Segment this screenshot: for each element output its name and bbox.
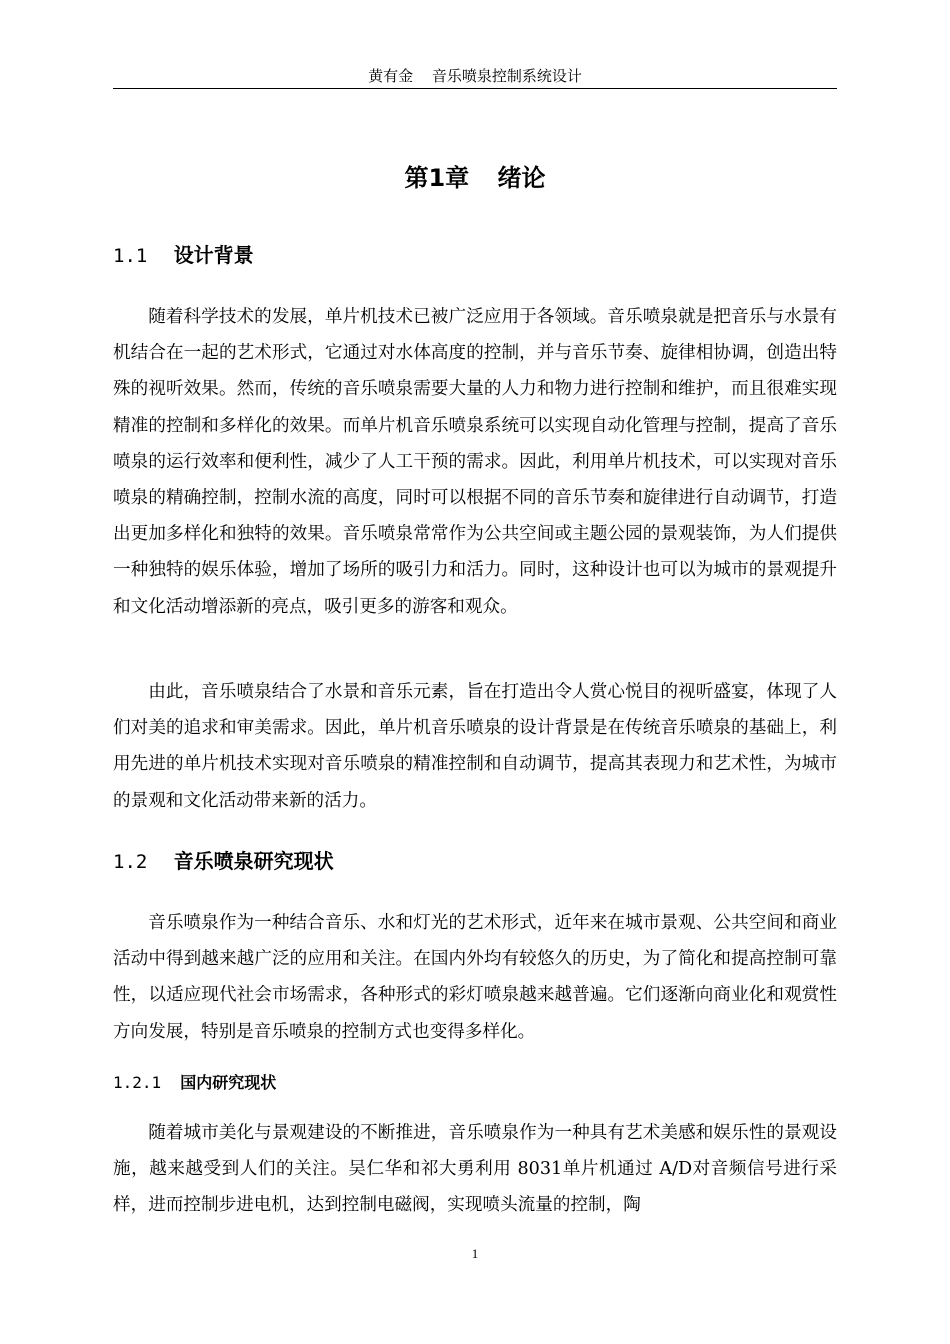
section-heading-1-2 bbox=[113, 846, 334, 877]
section-number: 1.2 bbox=[113, 851, 148, 873]
paragraph-domestic-research: 随着城市美化与景观建设的不断推进，音乐喷泉作为一种具有艺术美感和娱乐性的景观设施，越来越受到人们的关注。吴仁华和祁大勇利用 8031单片机通过 A/D对音频信号进行采样，进而控制步进电机，达到控制电磁阀，实现喷头流量的控制，陶 bbox=[113, 1123, 837, 1216]
subsection-number: 1.2.1 bbox=[113, 1073, 162, 1092]
page-number: 1 bbox=[471, 1246, 479, 1261]
subsection-heading-1-2-1 bbox=[113, 1070, 276, 1096]
paragraph-research-status: 音乐喷泉作为一种结合音乐、水和灯光的艺术形式，近年来在城市景观、公共空间和商业活动中得到越来越广泛的应用和关注。在国内外均有较悠久的历史，为了简化和提高控制可靠性，以适应现代社会市场需求，各种形式的彩灯喷泉越来越普遍。它们逐渐向商业化和观赏性方向发展，特别是音乐喷泉的控制方式也变得多样化。 bbox=[113, 913, 837, 1042]
running-header bbox=[113, 66, 837, 89]
chapter-heading bbox=[113, 160, 837, 196]
header-title: 音乐喷泉控制系统设计 bbox=[431, 67, 582, 85]
section-number: 1.1 bbox=[113, 245, 148, 267]
subsection-title: 国内研究现状 bbox=[180, 1073, 277, 1092]
header-author: 黄有金 bbox=[368, 67, 414, 85]
paragraph-background-1: 随着科学技术的发展，单片机技术已被广泛应用于各领域。音乐喷泉就是把音乐与水景有机结合在一起的艺术形式，它通过对水体高度的控制，并与音乐节奏、旋律相协调，创造出特殊的视听效果。然而，传统的音乐喷泉需要大量的人力和物力进行控制和维护，而且很难实现精准的控制和多样化的效果。而单片机音乐喷泉系统可以实现自动化管理与控制，提高了音乐喷泉的运行效率和便利性，减少了人工干预的需求。因此，利用单片机技术，可以实现对音乐喷泉的精确控制，控制水流的高度，同时可以根据不同的音乐节奏和旋律进行自动调节，打造出更加多样化和独特的效果。音乐喷泉常常作为公共空间或主题公园的景观装饰，为人们提供一种独特的娱乐体验，增加了场所的吸引力和活力。同时，这种设计也可以为城市的景观提升和文化活动增添新的亮点，吸引更多的游客和观众。 bbox=[113, 307, 837, 617]
chapter-number: 第1章 bbox=[404, 164, 470, 192]
section-heading-1-1 bbox=[113, 240, 254, 271]
section-title: 设计背景 bbox=[173, 243, 254, 267]
paragraph-background-2: 由此，音乐喷泉结合了水景和音乐元素，旨在打造出令人赏心悦目的视听盛宴，体现了人们对美的追求和审美需求。因此，单片机音乐喷泉的设计背景是在传统音乐喷泉的基础上，利用先进的单片机技术实现对音乐喷泉的精准控制和自动调节，提高其表现力和艺术性，为城市的景观和文化活动带来新的活力。 bbox=[113, 682, 837, 811]
chapter-title: 绪论 bbox=[497, 164, 546, 192]
section-title: 音乐喷泉研究现状 bbox=[173, 849, 334, 873]
